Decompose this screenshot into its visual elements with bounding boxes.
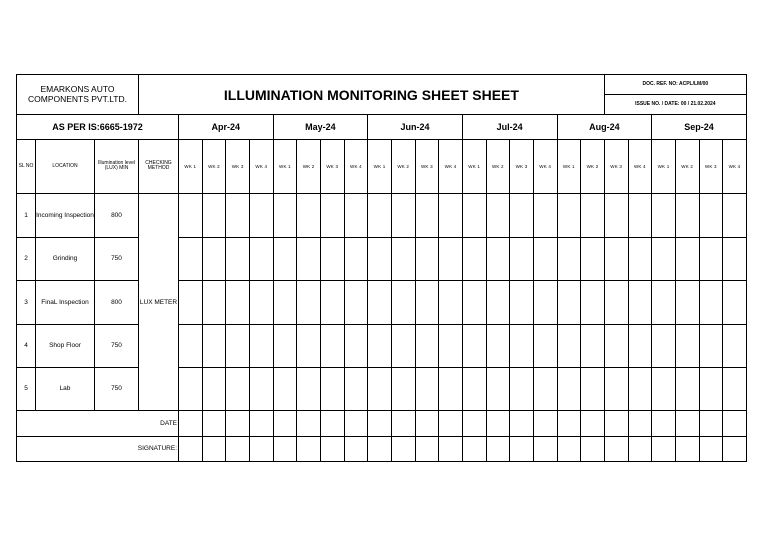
date-cell[interactable]: [486, 411, 510, 436]
table-row: [17, 324, 747, 367]
table-row: [17, 237, 747, 280]
reading-cell[interactable]: [557, 281, 581, 324]
signature-cell[interactable]: [581, 436, 605, 461]
week-header: WK 2: [391, 139, 415, 194]
reading-cell[interactable]: [368, 367, 392, 410]
signature-row-label: SIGNATURE:: [17, 436, 179, 461]
week-header: WK 2: [486, 139, 510, 194]
date-cell[interactable]: [415, 411, 439, 436]
sl-no-header: SL NO: [17, 139, 36, 194]
signature-cell[interactable]: [604, 436, 628, 461]
signature-cell[interactable]: [723, 436, 747, 461]
reading-cell[interactable]: [533, 324, 557, 367]
reading-cell[interactable]: [581, 237, 605, 280]
week-header: WK 3: [510, 139, 534, 194]
reading-cell[interactable]: [557, 237, 581, 280]
reading-cell[interactable]: [226, 237, 250, 280]
table-row: [17, 367, 747, 410]
reading-cell[interactable]: [604, 194, 628, 237]
reading-cell[interactable]: [391, 367, 415, 410]
reading-cell[interactable]: [462, 324, 486, 367]
date-cell[interactable]: [273, 411, 297, 436]
reading-cell[interactable]: [510, 237, 534, 280]
reading-cell[interactable]: [462, 281, 486, 324]
week-header: WK 2: [202, 139, 226, 194]
signature-cell[interactable]: [368, 436, 392, 461]
reading-cell[interactable]: [699, 367, 723, 410]
signature-cell[interactable]: [557, 436, 581, 461]
reading-cell[interactable]: [581, 324, 605, 367]
reading-cell[interactable]: [273, 194, 297, 237]
reading-cell[interactable]: [249, 281, 273, 324]
reading-cell[interactable]: [297, 281, 321, 324]
lux-min-cell: 750: [95, 324, 139, 367]
date-cell[interactable]: [675, 411, 699, 436]
reading-cell[interactable]: [297, 324, 321, 367]
signature-cell[interactable]: [391, 436, 415, 461]
reading-cell[interactable]: [415, 194, 439, 237]
reading-cell[interactable]: [652, 281, 676, 324]
lux-min-cell: 800: [95, 281, 139, 324]
reading-cell[interactable]: [320, 324, 344, 367]
lux-min-cell: 750: [95, 237, 139, 280]
reading-cell[interactable]: [202, 237, 226, 280]
reading-cell[interactable]: [320, 281, 344, 324]
reading-cell[interactable]: [368, 194, 392, 237]
illumination-monitoring-sheet: [16, 74, 747, 462]
date-cell[interactable]: [320, 411, 344, 436]
week-header: WK 3: [415, 139, 439, 194]
reading-cell[interactable]: [320, 194, 344, 237]
reading-cell[interactable]: [462, 194, 486, 237]
issue-number-date: ISSUE NO. / DATE: 00 / 21.02.2024: [604, 95, 746, 115]
reading-cell[interactable]: [557, 194, 581, 237]
reading-cell[interactable]: [628, 324, 652, 367]
week-header: WK 1: [652, 139, 676, 194]
signature-cell[interactable]: [297, 436, 321, 461]
reading-cell[interactable]: [533, 281, 557, 324]
reading-cell[interactable]: [652, 324, 676, 367]
reading-cell[interactable]: [581, 281, 605, 324]
reading-cell[interactable]: [226, 194, 250, 237]
sl-no-cell: 1: [17, 194, 36, 237]
reading-cell[interactable]: [297, 367, 321, 410]
reading-cell[interactable]: [344, 194, 368, 237]
signature-cell[interactable]: [273, 436, 297, 461]
reading-cell[interactable]: [344, 281, 368, 324]
reading-cell[interactable]: [628, 194, 652, 237]
reading-cell[interactable]: [628, 281, 652, 324]
table-row: [17, 194, 747, 237]
lux-min-cell: 800: [95, 194, 139, 237]
reading-cell[interactable]: [415, 237, 439, 280]
signature-cell[interactable]: [699, 436, 723, 461]
reading-cell[interactable]: [226, 281, 250, 324]
reading-cell[interactable]: [652, 237, 676, 280]
reading-cell[interactable]: [439, 237, 463, 280]
week-header: WK 4: [439, 139, 463, 194]
reading-cell[interactable]: [486, 281, 510, 324]
reading-cell[interactable]: [415, 367, 439, 410]
location-cell: Lab: [36, 367, 95, 410]
date-cell[interactable]: [391, 411, 415, 436]
date-cell[interactable]: [344, 411, 368, 436]
reading-cell[interactable]: [604, 281, 628, 324]
signature-cell[interactable]: [462, 436, 486, 461]
reading-cell[interactable]: [675, 281, 699, 324]
reading-cell[interactable]: [486, 324, 510, 367]
week-header: WK 1: [557, 139, 581, 194]
reading-cell[interactable]: [273, 281, 297, 324]
reading-cell[interactable]: [604, 237, 628, 280]
reading-cell[interactable]: [557, 367, 581, 410]
date-cell[interactable]: [297, 411, 321, 436]
date-cell[interactable]: [533, 411, 557, 436]
date-cell[interactable]: [202, 411, 226, 436]
sl-no-cell: 3: [17, 281, 36, 324]
date-cell[interactable]: [439, 411, 463, 436]
sl-no-cell: 4: [17, 324, 36, 367]
date-cell[interactable]: [179, 411, 203, 436]
reading-cell[interactable]: [723, 367, 747, 410]
location-cell: Shop Floor: [36, 324, 95, 367]
week-header: WK 1: [273, 139, 297, 194]
reading-cell[interactable]: [249, 194, 273, 237]
date-cell[interactable]: [581, 411, 605, 436]
signature-cell[interactable]: [628, 436, 652, 461]
signature-cell[interactable]: [344, 436, 368, 461]
reading-cell[interactable]: [486, 367, 510, 410]
reading-cell[interactable]: [652, 367, 676, 410]
reading-cell[interactable]: [273, 324, 297, 367]
reading-cell[interactable]: [462, 367, 486, 410]
date-cell[interactable]: [604, 411, 628, 436]
reading-cell[interactable]: [391, 194, 415, 237]
doc-ref-number: DOC. REF. NO: ACPL/LM/00: [604, 75, 746, 95]
reading-cell[interactable]: [699, 324, 723, 367]
date-cell[interactable]: [628, 411, 652, 436]
reading-cell[interactable]: [581, 194, 605, 237]
reading-cell[interactable]: [462, 237, 486, 280]
month-header: Aug-24: [557, 115, 652, 139]
reading-cell[interactable]: [604, 367, 628, 410]
signature-cell[interactable]: [533, 436, 557, 461]
reading-cell[interactable]: [226, 367, 250, 410]
week-header: WK 4: [628, 139, 652, 194]
reading-cell[interactable]: [723, 324, 747, 367]
reading-cell[interactable]: [179, 367, 203, 410]
reading-cell[interactable]: [510, 324, 534, 367]
table-row: [17, 281, 747, 324]
reading-cell[interactable]: [628, 237, 652, 280]
month-header: Jul-24: [462, 115, 557, 139]
reading-cell[interactable]: [581, 367, 605, 410]
location-cell: Grinding: [36, 237, 95, 280]
location-cell: FinaL Inspection: [36, 281, 95, 324]
reading-cell[interactable]: [723, 194, 747, 237]
reading-cell[interactable]: [675, 194, 699, 237]
month-header: Sep-24: [652, 115, 747, 139]
standard-reference: AS PER IS:6665-1972: [17, 115, 179, 139]
week-header: WK 3: [604, 139, 628, 194]
reading-cell[interactable]: [202, 194, 226, 237]
week-header: WK 2: [675, 139, 699, 194]
reading-cell[interactable]: [439, 367, 463, 410]
reading-cell[interactable]: [391, 237, 415, 280]
week-header: WK 3: [320, 139, 344, 194]
reading-cell[interactable]: [675, 367, 699, 410]
date-cell[interactable]: [368, 411, 392, 436]
reading-cell[interactable]: [604, 324, 628, 367]
signature-cell[interactable]: [226, 436, 250, 461]
reading-cell[interactable]: [439, 324, 463, 367]
reading-cell[interactable]: [368, 324, 392, 367]
reading-cell[interactable]: [699, 194, 723, 237]
reading-cell[interactable]: [202, 367, 226, 410]
reading-cell[interactable]: [391, 324, 415, 367]
week-header: WK 1: [368, 139, 392, 194]
reading-cell[interactable]: [179, 237, 203, 280]
reading-cell[interactable]: [723, 237, 747, 280]
reading-cell[interactable]: [249, 367, 273, 410]
date-cell[interactable]: [249, 411, 273, 436]
week-header: WK 4: [533, 139, 557, 194]
sl-no-cell: 5: [17, 367, 36, 410]
reading-cell[interactable]: [320, 237, 344, 280]
reading-cell[interactable]: [510, 194, 534, 237]
date-cell[interactable]: [462, 411, 486, 436]
date-cell[interactable]: [226, 411, 250, 436]
week-header: WK 1: [462, 139, 486, 194]
reading-cell[interactable]: [368, 237, 392, 280]
reading-cell[interactable]: [202, 281, 226, 324]
week-header: WK 4: [249, 139, 273, 194]
reading-cell[interactable]: [628, 367, 652, 410]
reading-cell[interactable]: [699, 281, 723, 324]
reading-cell[interactable]: [226, 324, 250, 367]
location-cell: Incoming Inspection: [36, 194, 95, 237]
week-header: WK 3: [226, 139, 250, 194]
reading-cell[interactable]: [486, 237, 510, 280]
signature-cell[interactable]: [415, 436, 439, 461]
signature-cell[interactable]: [510, 436, 534, 461]
date-cell[interactable]: [652, 411, 676, 436]
signature-cell[interactable]: [320, 436, 344, 461]
reading-cell[interactable]: [510, 281, 534, 324]
reading-cell[interactable]: [391, 281, 415, 324]
month-header: Jun-24: [368, 115, 463, 139]
reading-cell[interactable]: [533, 194, 557, 237]
reading-cell[interactable]: [297, 194, 321, 237]
reading-cell[interactable]: [249, 237, 273, 280]
reading-cell[interactable]: [675, 237, 699, 280]
week-header: WK 4: [723, 139, 747, 194]
signature-cell[interactable]: [675, 436, 699, 461]
month-header: Apr-24: [179, 115, 274, 139]
signature-cell[interactable]: [486, 436, 510, 461]
lux-min-cell: 750: [95, 367, 139, 410]
reading-cell[interactable]: [273, 237, 297, 280]
date-cell[interactable]: [510, 411, 534, 436]
reading-cell[interactable]: [533, 237, 557, 280]
week-header: WK 1: [179, 139, 203, 194]
location-header: LOCATION: [36, 139, 95, 194]
date-cell[interactable]: [699, 411, 723, 436]
reading-cell[interactable]: [557, 324, 581, 367]
week-header: WK 4: [344, 139, 368, 194]
reading-cell[interactable]: [699, 237, 723, 280]
reading-cell[interactable]: [486, 194, 510, 237]
week-header: WK 2: [297, 139, 321, 194]
reading-cell[interactable]: [675, 324, 699, 367]
reading-cell[interactable]: [510, 367, 534, 410]
reading-cell[interactable]: [723, 281, 747, 324]
reading-cell[interactable]: [202, 324, 226, 367]
date-cell[interactable]: [723, 411, 747, 436]
sheet-title: ILLUMINATION MONITORING SHEET SHEET: [139, 75, 605, 115]
reading-cell[interactable]: [249, 324, 273, 367]
reading-cell[interactable]: [179, 281, 203, 324]
reading-cell[interactable]: [273, 367, 297, 410]
checking-method-header: CHECKING METHOD: [139, 139, 179, 194]
signature-cell[interactable]: [249, 436, 273, 461]
signature-cell[interactable]: [652, 436, 676, 461]
signature-cell[interactable]: [439, 436, 463, 461]
reading-cell[interactable]: [415, 324, 439, 367]
week-header: WK 3: [699, 139, 723, 194]
lux-min-header: Illumination level (LUX) MIN: [95, 139, 139, 194]
reading-cell[interactable]: [179, 324, 203, 367]
week-header: WK 2: [581, 139, 605, 194]
reading-cell[interactable]: [652, 194, 676, 237]
sl-no-cell: 2: [17, 237, 36, 280]
signature-cell[interactable]: [179, 436, 203, 461]
reading-cell[interactable]: [297, 237, 321, 280]
reading-cell[interactable]: [320, 367, 344, 410]
reading-cell[interactable]: [344, 324, 368, 367]
reading-cell[interactable]: [368, 281, 392, 324]
month-header: May-24: [273, 115, 368, 139]
reading-cell[interactable]: [344, 367, 368, 410]
checking-method-cell: LUX METER: [139, 194, 179, 411]
reading-cell[interactable]: [439, 194, 463, 237]
signature-cell[interactable]: [202, 436, 226, 461]
date-row-label: DATE: [17, 411, 179, 436]
reading-cell[interactable]: [344, 237, 368, 280]
date-cell[interactable]: [557, 411, 581, 436]
reading-cell[interactable]: [533, 367, 557, 410]
reading-cell[interactable]: [439, 281, 463, 324]
reading-cell[interactable]: [415, 281, 439, 324]
reading-cell[interactable]: [179, 194, 203, 237]
company-name: EMARKONS AUTO COMPONENTS PVT.LTD.: [17, 75, 139, 115]
